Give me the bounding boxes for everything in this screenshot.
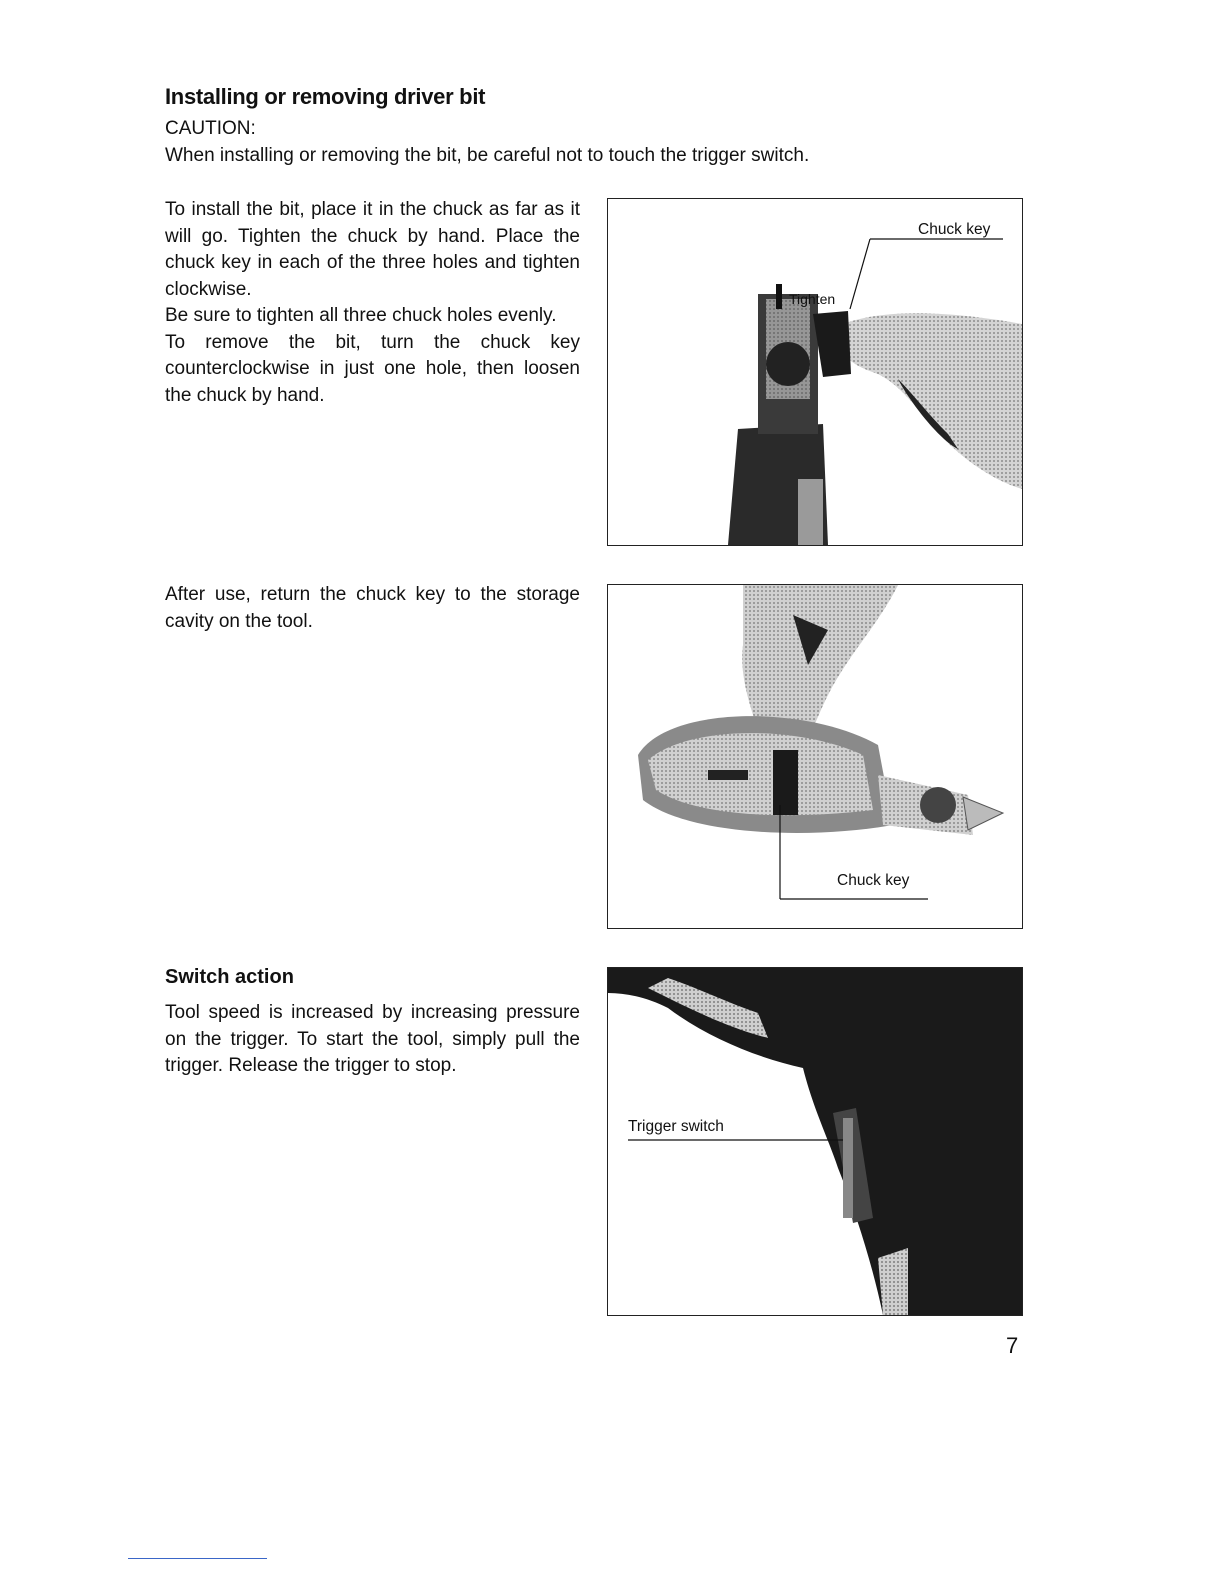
section-title-switch-action: Switch action [165,966,294,988]
chuck-tighten-illustration [608,199,1022,545]
chuck-storage-illustration [608,585,1022,928]
caution-text: When installing or removing the bit, be careful not to touch the trigger switch. [165,145,810,166]
trigger-switch-illustration [608,968,1022,1315]
section-title-driver-bit: Installing or removing driver bit [165,84,486,109]
caution-label: CAUTION: [165,118,256,139]
label-chuck-key-fig1: Chuck key [918,221,991,238]
para-evenly: Be sure to tighten all three chuck holes evenly. [165,305,557,326]
page-number: 7 [1006,1333,1019,1358]
label-chuck-key-fig2: Chuck key [837,872,910,889]
figure-chuck-tighten [607,198,1023,546]
footer-divider [128,1558,267,1559]
para-install: To install the bit, place it in the chuck as far as it will go. Tighten the chuck by hand. Place the chuck key in each of the three holes and tighten clockwise. [165,199,580,300]
figure-chuck-storage [607,584,1023,929]
install-instructions [165,197,580,409]
para-remove: To remove the bit, turn the chuck key counterclockwise in just one hole, then loosen the chuck by hand. [165,331,580,406]
switch-action-text: Tool speed is increased by increasing pressure on the trigger. To start the tool, simply pull the trigger. Release the trigger to stop. [165,1002,580,1076]
label-trigger-switch: Trigger switch [628,1118,724,1135]
figure-trigger-switch [607,967,1023,1316]
label-tighten: Tighten [789,291,836,307]
para-storage: After use, return the chuck key to the storage cavity on the tool. [165,584,580,632]
